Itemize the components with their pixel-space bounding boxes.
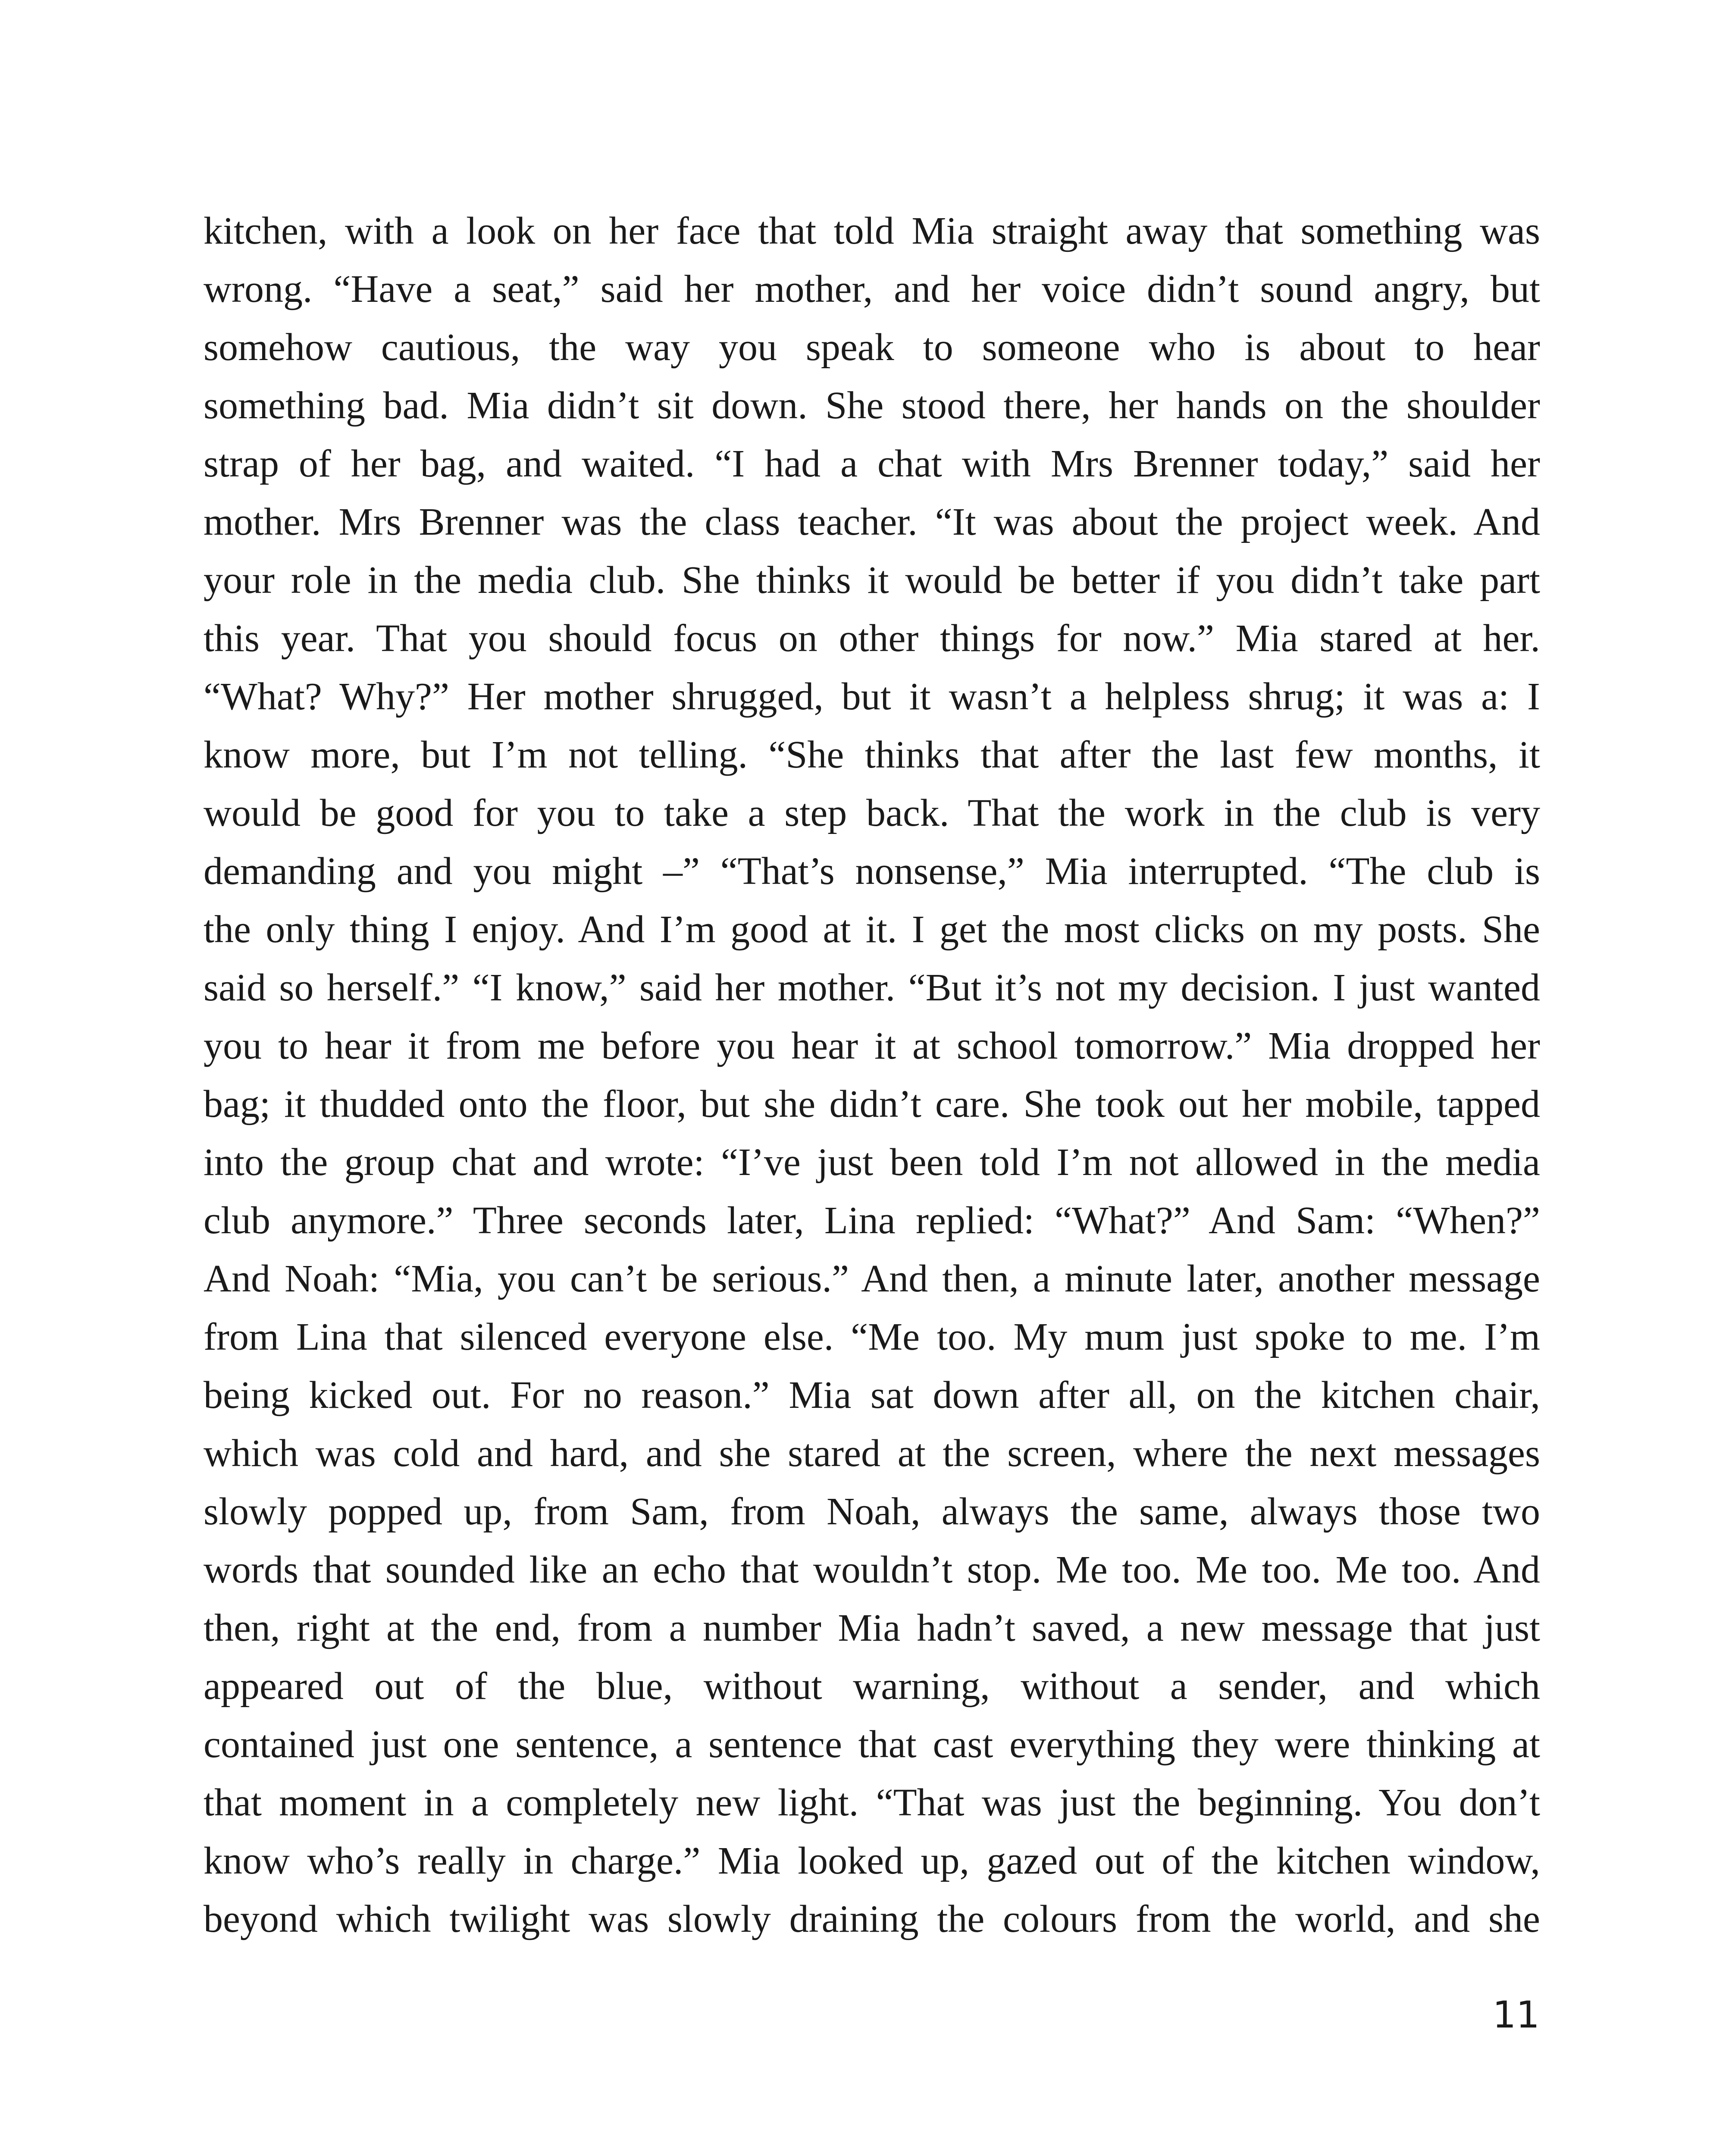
text-line: something bad. Mia didn’t sit down. She stood there, her hands on the shoulder [204,384,1540,427]
text-line: bag; it thudded onto the floor, but she didn’t care. She took out her mobile, tapped [204,1083,1540,1125]
body-text [204,202,1540,1948]
text-line: this year. That you should focus on other things for now.” Mia stared at her. [204,617,1540,660]
text-line: appeared out of the blue, without warning, without a sender, and which [204,1665,1540,1708]
text-line: “What? Why?” Her mother shrugged, but it wasn’t a helpless shrug; it was a: I [204,675,1540,718]
text-line: from Lina that silenced everyone else. “Me too. My mum just spoke to me. I’m [204,1316,1540,1358]
text-line: your role in the media club. She thinks it would be better if you didn’t take part [204,559,1540,602]
text-line: club anymore.” Three seconds later, Lina replied: “What?” And Sam: “When?” [204,1199,1540,1242]
text-line: know who’s really in charge.” Mia looked up, gazed out of the kitchen window, [204,1839,1540,1882]
text-line: somehow cautious, the way you speak to someone who is about to hear [204,326,1540,369]
text-line: slowly popped up, from Sam, from Noah, always the same, always those two [204,1490,1540,1533]
text-line: which was cold and hard, and she stared at the screen, where the next messages [204,1432,1540,1475]
text-line: said so herself.” “I know,” said her mother. “But it’s not my decision. I just wanted [204,966,1540,1009]
text-line: And Noah: “Mia, you can’t be serious.” And then, a minute later, another message [204,1257,1540,1300]
text-line: beyond which twilight was slowly draining the colours from the world, and she [204,1898,1540,1940]
text-line: strap of her bag, and waited. “I had a chat with Mrs Brenner today,” said her [204,442,1540,485]
text-line: that moment in a completely new light. “That was just the beginning. You don’t [204,1781,1540,1824]
text-line: contained just one sentence, a sentence that cast everything they were thinking at [204,1723,1540,1766]
text-line: then, right at the end, from a number Mia hadn’t saved, a new message that just [204,1607,1540,1649]
page-number: 11 [1492,1993,1540,2037]
text-line: the only thing I enjoy. And I’m good at it. I get the most clicks on my posts. She [204,908,1540,951]
text-line: kitchen, with a look on her face that told Mia straight away that something was [204,210,1540,252]
text-line: wrong. “Have a seat,” said her mother, and her voice didn’t sound angry, but [204,268,1540,310]
text-line: words that sounded like an echo that wouldn’t stop. Me too. Me too. Me too. And [204,1548,1540,1591]
text-line: you to hear it from me before you hear it at school tomorrow.” Mia dropped her [204,1025,1540,1067]
text-line: into the group chat and wrote: “I’ve just been told I’m not allowed in the media [204,1141,1540,1184]
text-line: would be good for you to take a step back. That the work in the club is very [204,792,1540,834]
text-line: being kicked out. For no reason.” Mia sat down after all, on the kitchen chair, [204,1374,1540,1416]
text-line: mother. Mrs Brenner was the class teacher. “It was about the project week. And [204,501,1540,543]
text-line: know more, but I’m not telling. “She thinks that after the last few months, it [204,733,1540,776]
text-line: demanding and you might –” “That’s nonsense,” Mia interrupted. “The club is [204,850,1540,893]
